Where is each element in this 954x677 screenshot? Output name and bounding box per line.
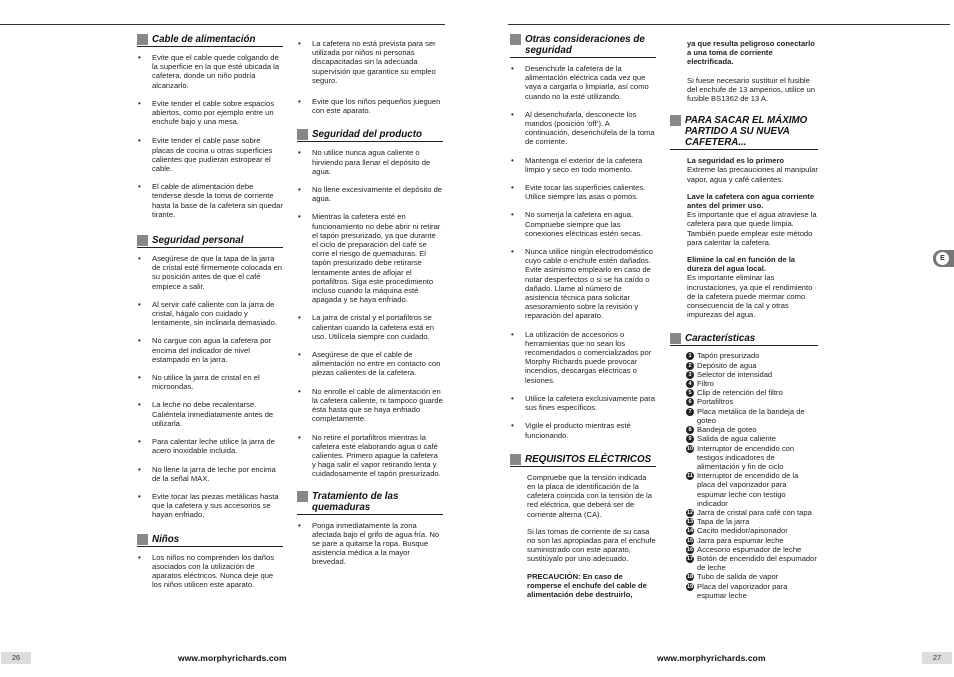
feature-item: 13 Tapa de la jarra xyxy=(686,517,750,527)
list-item: • No utilice nunca agua caliente o hirviendo para llenar el depósito de agua. xyxy=(297,148,443,176)
list-item: • Mantenga el exterior de la cafetera limpio y seco en todo momento. xyxy=(510,156,656,174)
list-item: • Utilice la cafetera exclusivamente para sus fines específicos. xyxy=(510,394,656,412)
number-badge-icon: 18 xyxy=(686,574,694,581)
number-badge-icon: 10 xyxy=(686,445,694,452)
footer-url-right: www.morphyrichards.com xyxy=(657,653,766,663)
feature-item: 17 Botón de encendido del espumador de leche xyxy=(686,553,817,573)
section-heading: REQUISITOS ELÉCTRICOS xyxy=(510,454,656,467)
list-item: • No llene excesivamente el depósito de agua. xyxy=(297,185,443,203)
feature-item: 1 Tapón presurizado xyxy=(686,351,818,360)
list-item: • No cargue con agua la cafetera por encima del indicador de nivel estampado en la jarra. xyxy=(137,336,283,364)
list-item: • La cafetera no está prevista para ser utilizada por niños ni personas discapacitadas sin la adecuada supervisión que garantice su empleo seguro. xyxy=(297,39,443,85)
section-cable xyxy=(137,34,283,219)
section-heading: Niños xyxy=(137,534,283,547)
section-quemaduras xyxy=(297,491,443,567)
feature-item: 5 Clip de retención del filtro xyxy=(686,388,818,397)
list-item: • El cable de alimentación debe tenderse desde la toma de corriente hasta la base de la cafetera sin quedar tirante. xyxy=(137,182,283,219)
list-item: • Nunca utilice ningún electrodoméstico cuyo cable o enchufe estén dañados. Evite asimismo emplearlo en caso de notar desperfectos o si se ha caído o dañado. Llame al número de asistencia técnica para solicitar asesoramiento sobre la revisión y reparación del aparato. xyxy=(510,247,656,321)
section-heading: Tratamiento de las quemaduras xyxy=(297,491,443,515)
paragraph: Si las tomas de corriente de su casa no son las apropiadas para el enchufe suministrado con este aparato, sustitúyalo por uno adecuado. xyxy=(527,526,656,564)
section-heading: Seguridad personal xyxy=(137,235,283,248)
section-seguridad-producto xyxy=(297,129,443,478)
heading-square-icon xyxy=(510,34,521,45)
feature-item: 4 Filtro xyxy=(686,379,818,388)
list-item: • No enrolle el cable de alimentación en la cafetera caliente, ni tampoco guarde ésta hasta que se haya enfriado completamente. xyxy=(297,387,443,424)
feature-item: 3 Selector de intensidad xyxy=(686,370,818,379)
feature-item: 9 Salida de agua caliente xyxy=(686,434,818,443)
feature-item: 15 Jarra para espumar leche xyxy=(686,535,784,545)
column-4 xyxy=(670,39,818,600)
feature-item: 8 Bandeja de goteo xyxy=(686,425,818,434)
heading-square-icon xyxy=(137,534,148,545)
section-heading: Otras consideraciones de seguridad xyxy=(510,34,656,58)
tip-block: La seguridad es lo primero Extreme las precauciones al manipular vapor, agua y café calientes. xyxy=(687,156,818,184)
feature-item: 12 Jarra de cristal para café con tapa xyxy=(686,507,812,517)
section-seguridad-personal xyxy=(137,235,283,519)
caution-continued: ya que resulta peligroso conectarlo a una toma de corriente electrificada. xyxy=(687,39,815,67)
top-rule-left xyxy=(0,24,445,25)
number-badge-icon: 2 xyxy=(686,362,694,370)
list-item: • Evite tender el cable sobre espacios abiertos, como por ejemplo entre un enchufe bajo y una mesa. xyxy=(137,99,283,127)
feature-item: 7 Placa metálica de la bandeja de goteo xyxy=(686,407,818,425)
number-badge-icon: 6 xyxy=(686,398,694,406)
column-1 xyxy=(137,34,283,598)
section-heading: Cable de alimentación xyxy=(137,34,283,47)
list-item: • La utilización de accesorios o herramientas que no sean los recomendados o comercializados por Morphy Richards puede provocar incendios, descargas eléctricas o lesiones. xyxy=(510,330,656,385)
section-heading: Características xyxy=(670,333,818,346)
list-item: • Asegúrese de que el cable de alimentación no entre en contacto con piezas calientes de la cafetera. xyxy=(297,350,443,378)
list-item: • Evite que el cable quede colgando de la superficie en la que esté ubicada la cafetera, donde un niño podría alcanzarlo. xyxy=(137,53,283,90)
list-item: • La jarra de cristal y el portafiltros se calientan cuando la cafetera está en uso. Utilícela siempre con cuidado. xyxy=(297,313,443,341)
feature-item: 2 Depósito de agua xyxy=(686,361,818,370)
section-caracteristicas xyxy=(670,333,818,599)
number-badge-icon: 3 xyxy=(686,371,694,379)
list-item: • Evite que los niños pequeños jueguen con este aparato. xyxy=(297,97,443,115)
section-heading: Seguridad del producto xyxy=(297,129,443,142)
number-badge-icon: 7 xyxy=(686,408,694,416)
number-badge-icon: 4 xyxy=(686,380,694,388)
list-item: • La leche no debe recalentarse. Caliéntela inmediatamente antes de utilizarla. xyxy=(137,400,283,428)
list-item: • Vigile el producto mientras esté funcionando. xyxy=(510,421,656,439)
fuse-paragraph: Si fuese necesario sustituir el fusible del enchufe de 13 amperios, utilice un fusible BS1362 de 13 A. xyxy=(687,75,815,104)
list-item: • Mientras la cafetera esté en funcionamiento no debe abrir ni retirar el tapón presurizado, ya que durante el ciclo de preparación del café se corre el riesgo de quemaduras. El tapón presurizado debe retirarse lentamente antes de aflojar el portafiltros. Siga este procedimiento incluso cuando la máquina esté apagada y se haya enfriado. xyxy=(297,212,443,304)
column-2 xyxy=(297,39,443,576)
list-item: • Evite tocar las superficies calientes. Utilice siempre las asas o pomos. xyxy=(510,183,656,201)
number-badge-icon: 11 xyxy=(687,473,693,480)
footer-url-left: www.morphyrichards.com xyxy=(178,653,287,663)
language-tab xyxy=(933,250,954,267)
feature-item: 19 Placa del vaporizador para espumar leche xyxy=(686,581,788,600)
list-item: • Los niños no comprenden los daños asociados con la utilización de aparatos eléctricos. Nunca deje que los niños utilicen este aparato. xyxy=(137,553,283,590)
page-number-left: 26 xyxy=(1,652,31,664)
number-badge-icon: 19 xyxy=(686,583,694,590)
tip-block: Elimine la cal en función de la dureza del agua local. Es importante eliminar las incrustaciones, ya que el rendimiento de la cafetera puede mermar como consecuencia de la cal y otras impurezas del agua. xyxy=(687,255,813,320)
list-item: • Asegúrese de que la tapa de la jarra de cristal esté firmemente colocada en su posición antes de que el café empiece a salir. xyxy=(137,254,283,291)
number-badge-icon: 5 xyxy=(686,389,694,397)
number-badge-icon: 8 xyxy=(686,426,694,434)
list-item: • Ponga inmediatamente la zona afectada bajo el grifo de agua fría. No se pare a quitarse la ropa. Busque asistencia médica a la mayor brevedad. xyxy=(297,521,443,567)
list-item: • Al desenchufarla, desconecte los mandos (posición ‘off’). A continuación, desenchúfela de la toma de corriente. xyxy=(510,110,656,147)
page-number-right: 27 xyxy=(922,652,952,664)
number-badge-icon: 13 xyxy=(686,519,694,526)
section-maximo-partido xyxy=(670,115,818,319)
list-item: • Para calentar leche utilice la jarra de acero inoxidable incluida. xyxy=(137,437,283,455)
number-badge-icon: 14 xyxy=(686,528,694,535)
list-item: • No utilice la jarra de cristal en el microondas. xyxy=(137,373,283,391)
list-item: • No sumerja la cafetera en agua. Compruebe siempre que las conexiones eléctricas estén secas. xyxy=(510,210,656,238)
list-item: • Desenchufe la cafetera de la alimentación eléctrica cada vez que vaya a cargarla o limpiarla, así como cuando no la esté utilizando. xyxy=(510,64,656,101)
feature-item: 14 Cacito medidor/apisonador xyxy=(686,526,788,536)
feature-item: 6 Portafiltros xyxy=(686,397,818,406)
tip-block: Lave la cafetera con agua corriente antes del primer uso. Es importante que el agua atraviese la cafetera para que quede limpia. También puede emplear este método para calentar la cafetera. xyxy=(687,191,817,247)
features-list xyxy=(686,351,818,599)
list-item: • Al servir café caliente con la jarra de cristal, hágalo con cuidado y lentamente, sin inclinarla demasiado. xyxy=(137,300,283,328)
number-badge-icon: 12 xyxy=(686,509,694,516)
list-item: • No llene la jarra de leche por encima de la señal MAX. xyxy=(137,465,283,483)
heading-square-icon xyxy=(297,491,308,502)
number-badge-icon: 15 xyxy=(686,537,694,544)
section-ninos xyxy=(137,534,283,590)
heading-square-icon xyxy=(137,235,148,246)
heading-square-icon xyxy=(297,129,308,140)
caution-text: PRECAUCIÓN: En caso de romperse el enchufe del cable de alimentación debe destruirlo, xyxy=(527,571,647,599)
heading-square-icon xyxy=(670,115,681,126)
feature-item: 16 Accesorio espumador de leche xyxy=(686,544,802,554)
list-item: • Evite tocar las piezas metálicas hasta que la cafetera y sus accesorios se hayan enfriado. xyxy=(137,492,283,520)
paragraph: Compruebe que la tensión indicada en la placa de identificación de la cafetera coincida con la tensión de la red eléctrica, que deberá ser de corriente alterna (CA). xyxy=(527,472,652,519)
number-badge-icon: 16 xyxy=(686,546,694,553)
language-tab-label: E xyxy=(936,252,949,265)
feature-item: 11 Interruptor de encendido de la placa del vaporizador para espumar leche con testigo indicador xyxy=(687,471,799,508)
heading-square-icon xyxy=(670,333,681,344)
top-rule-right xyxy=(508,24,950,25)
feature-item: 18 Tubo de salida de vapor xyxy=(686,572,779,582)
number-badge-icon: 17 xyxy=(686,555,694,562)
heading-square-icon xyxy=(137,34,148,45)
number-badge-icon: 1 xyxy=(686,352,694,360)
section-heading: PARA SACAR EL MÁXIMO PARTIDO A SU NUEVA CAFETERA... xyxy=(670,115,818,150)
list-item: • No retire el portafiltros mientras la cafetera esté elaborando agua o café calientes. Primero apague la cafetera y haga salir el vapor retirando lenta y cuidadosamente el tapón presurizado. xyxy=(297,433,443,479)
heading-square-icon xyxy=(510,454,521,465)
section-otras-consideraciones xyxy=(510,34,656,440)
column-3 xyxy=(510,34,656,607)
number-badge-icon: 9 xyxy=(686,435,694,443)
section-requisitos-electricos xyxy=(510,454,656,599)
feature-item: 10 Interruptor de encendido con testigos indicadores de alimentación y fin de ciclo xyxy=(686,443,795,471)
list-item: • Evite tender el cable pase sobre placas de cocina u otras superficies calientes que pudieran estropear el cable. xyxy=(137,136,283,173)
